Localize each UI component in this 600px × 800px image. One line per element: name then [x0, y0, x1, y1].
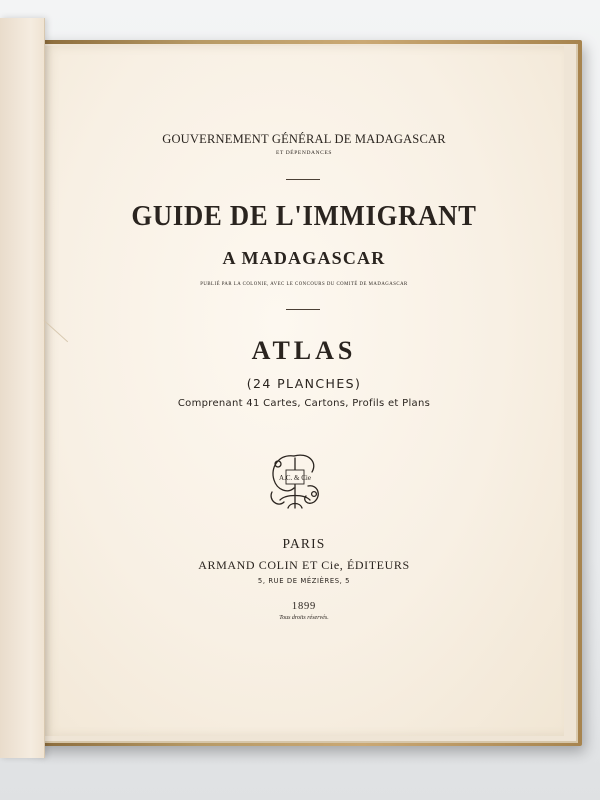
publisher-note: PUBLIÉ PAR LA COLONIE, AVEC LE CONCOURS DU COMITÉ DE MADAGASCAR: [200, 282, 408, 287]
publisher-address: 5, RUE DE MÉZIÈRES, 5: [257, 577, 351, 585]
divider-rule: [286, 309, 320, 310]
title-page-content: [44, 46, 564, 736]
monogram-text: A.C. & Cie: [279, 474, 311, 482]
rights-notice: Tous droits réservés.: [279, 615, 329, 621]
publisher-name: ARMAND COLIN ET Cie, ÉDITEURS: [198, 558, 410, 572]
publication-year: 1899: [291, 601, 317, 612]
turned-leaf: [0, 18, 45, 758]
monogram-icon: [264, 450, 326, 514]
header-line: GOUVERNEMENT GÉNÉRAL DE MADAGASCAR: [162, 132, 446, 146]
book-subtitle: A MADAGASCAR: [222, 248, 386, 268]
header-subline: ET DÉPENDANCES: [275, 150, 333, 156]
divider-rule: [286, 179, 320, 180]
book-title: GUIDE DE L'IMMIGRANT: [131, 200, 477, 232]
contents-description: Comprenant 41 Cartes, Cartons, Profils et Plans: [177, 398, 431, 409]
city: PARIS: [282, 536, 326, 551]
atlas-heading: ATLAS: [251, 336, 357, 365]
planches-count: (24 PLANCHES): [246, 376, 362, 391]
